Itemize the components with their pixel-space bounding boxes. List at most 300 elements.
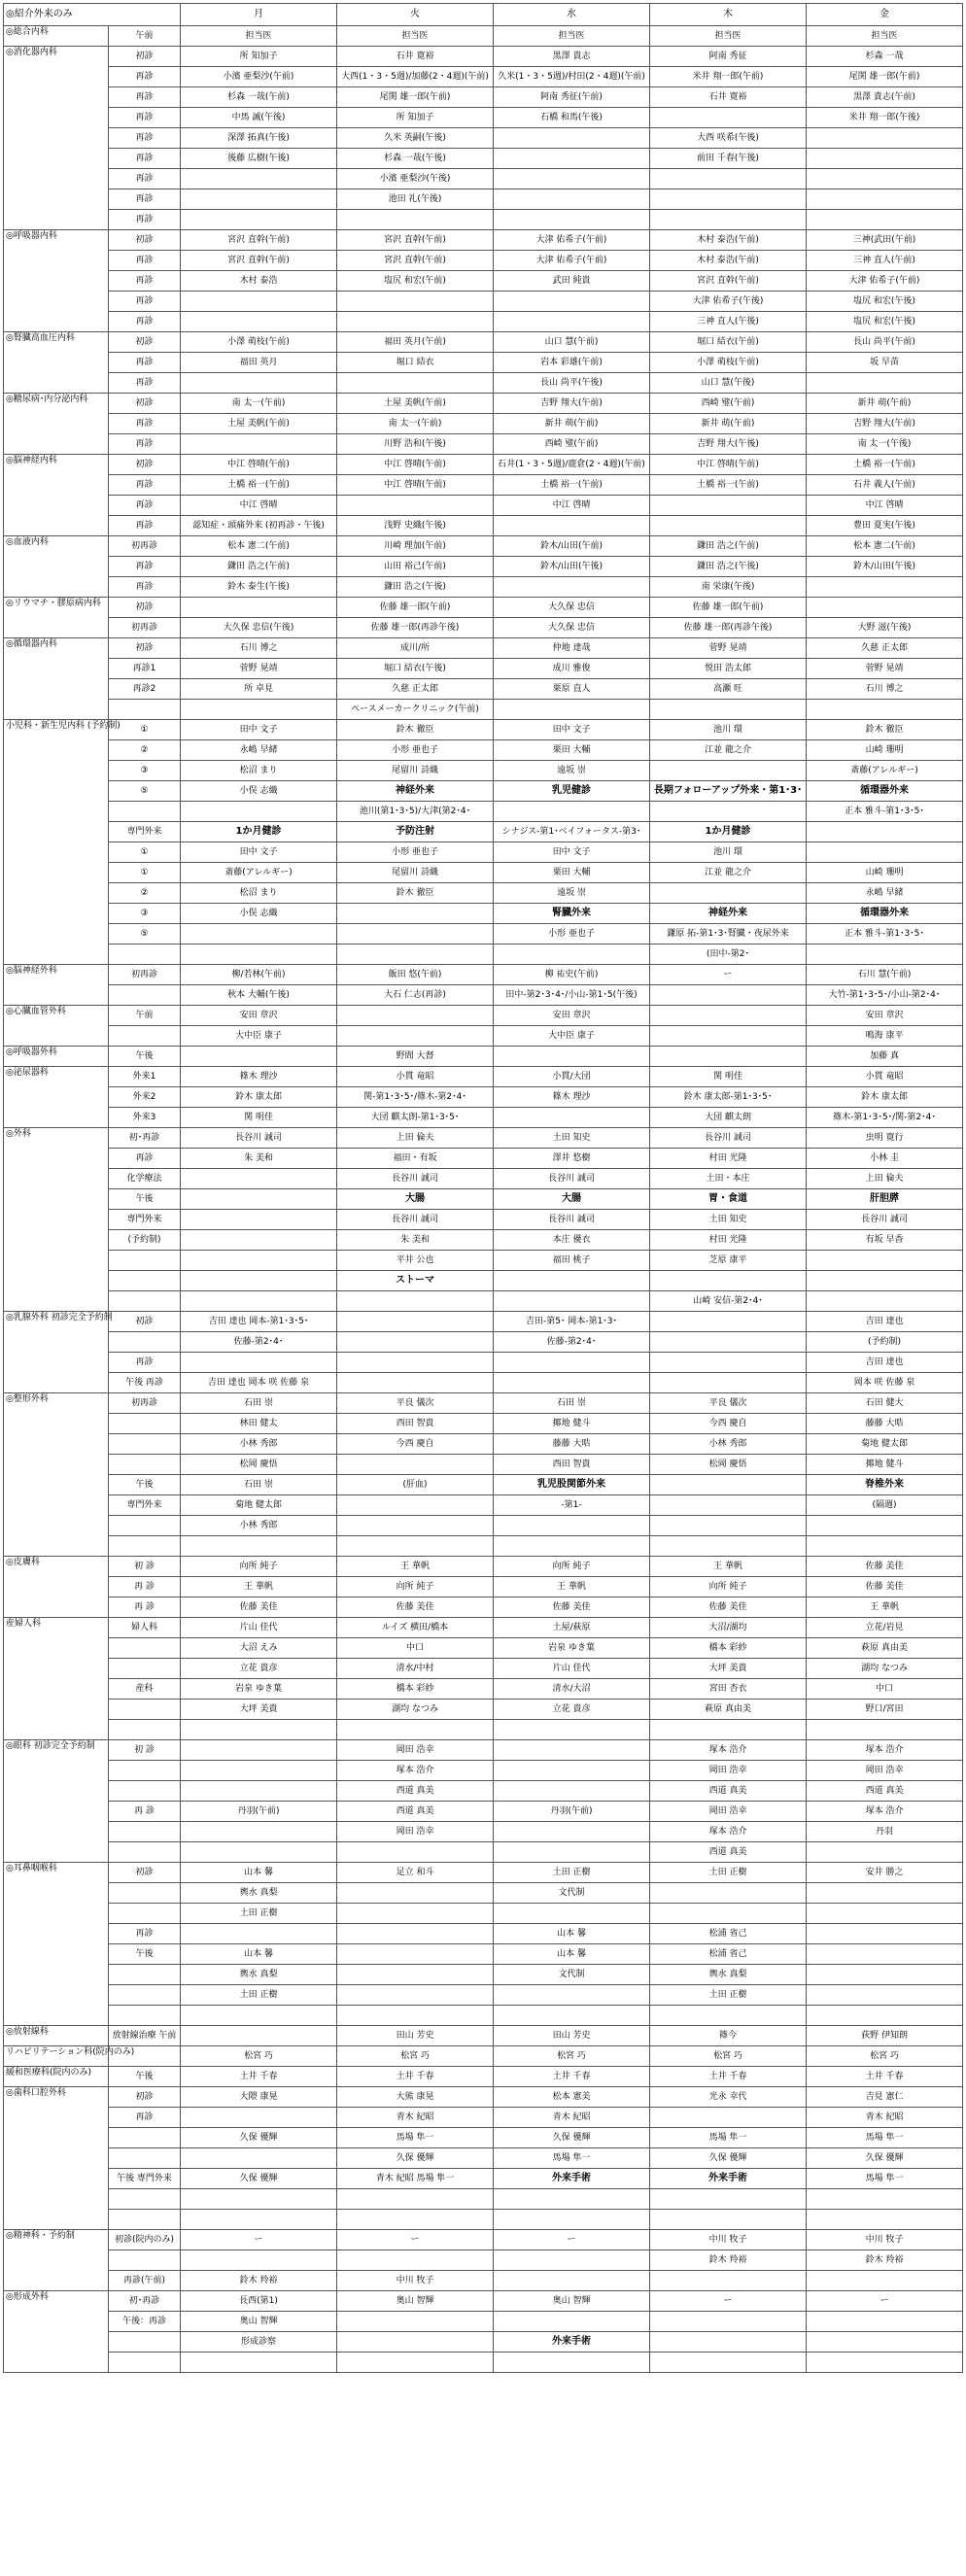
table-row <box>4 863 963 883</box>
doctor-cell <box>337 1842 494 1863</box>
session-cell: 初 診 <box>109 1557 181 1577</box>
doctor-cell: 小林 秀郎 <box>181 1516 337 1536</box>
table-row <box>4 47 963 67</box>
doctor-cell <box>650 2189 807 2210</box>
table-row <box>4 2087 963 2108</box>
doctor-cell <box>181 1169 337 1189</box>
doctor-cell: 石田 健大 <box>807 1393 963 1414</box>
session-cell: 午後 <box>109 2067 181 2087</box>
table-row <box>4 414 963 434</box>
doctor-cell: 今西 慶自 <box>337 1434 494 1455</box>
doctor-cell: (肝血) <box>337 1475 494 1495</box>
table-row <box>4 1495 963 1516</box>
doctor-cell <box>494 1047 650 1067</box>
session-cell: 再診 <box>109 67 181 87</box>
doctor-cell: 野口/宮田 <box>807 1700 963 1720</box>
doctor-cell <box>337 2006 494 2026</box>
doctor-cell: 秋本 大輔(午後) <box>181 985 337 1006</box>
doctor-cell: 担当医 <box>494 26 650 47</box>
doctor-cell: 外来手術 <box>494 2332 650 2353</box>
table-row <box>4 26 963 47</box>
doctor-cell: 柳 祐史(午前) <box>494 965 650 985</box>
doctor-cell: 塩尻 和宏(午後) <box>807 292 963 312</box>
doctor-cell <box>181 1047 337 1067</box>
doctor-cell <box>337 1026 494 1047</box>
session-cell: 放射線治療 午前 <box>109 2026 181 2046</box>
table-row <box>4 1291 963 1312</box>
doctor-cell: 鈴木 羚裕 <box>181 2271 337 2291</box>
doctor-cell: 長山 尚平(午後) <box>494 373 650 394</box>
department-cell: ◎外科 <box>4 1128 109 1312</box>
doctor-cell: 奥山 智輝 <box>181 2312 337 2332</box>
session-cell: 再診 <box>109 353 181 373</box>
doctor-cell: 中馬 誠(午後) <box>181 108 337 128</box>
session-cell: 外来2 <box>109 1087 181 1108</box>
table-row <box>4 638 963 659</box>
table-row <box>4 1924 963 1944</box>
doctor-cell: 久保 優輝 <box>807 2148 963 2169</box>
doctor-cell: 三神 直人(午後) <box>650 312 807 332</box>
doctor-cell: 小俣 志織 <box>181 781 337 802</box>
doctor-cell: 西道 真美 <box>650 1842 807 1863</box>
table-row <box>4 924 963 945</box>
doctor-cell: 上田 倫夫 <box>337 1128 494 1149</box>
table-row <box>4 1251 963 1271</box>
doctor-cell <box>494 169 650 189</box>
doctor-cell: 新井 萌(午前) <box>650 414 807 434</box>
doctor-cell: 江並 龍之介 <box>650 740 807 761</box>
session-cell <box>109 1414 181 1434</box>
doctor-cell: 山田 裕己(午前) <box>337 557 494 577</box>
table-row <box>4 292 963 312</box>
doctor-cell: 外来手術 <box>650 2169 807 2189</box>
doctor-cell: 土井 千春 <box>181 2067 337 2087</box>
doctor-cell: 馬場 隼一 <box>807 2128 963 2148</box>
doctor-cell <box>807 2006 963 2026</box>
doctor-cell: 大竹-第1･3･5･/小山-第2･4･ <box>807 985 963 1006</box>
doctor-cell: 池川 環 <box>650 720 807 740</box>
doctor-cell <box>181 1720 337 1740</box>
table-row <box>4 1169 963 1189</box>
doctor-cell: 西道 真美 <box>337 1781 494 1802</box>
doctor-cell <box>181 1842 337 1863</box>
doctor-cell: 湖均 なつみ <box>807 1659 963 1679</box>
department-cell: ◎血液内科 <box>4 536 109 598</box>
session-cell: 再診 <box>109 271 181 292</box>
doctor-cell: 担当医 <box>807 26 963 47</box>
doctor-cell: 今西 慶自 <box>650 1414 807 1434</box>
doctor-cell: 岡田 浩幸 <box>337 1822 494 1842</box>
doctor-cell: 中江 啓晴 <box>181 496 337 516</box>
table-row <box>4 1128 963 1149</box>
doctor-cell: 堀口 結衣(午前) <box>650 332 807 353</box>
table-row <box>4 1700 963 1720</box>
doctor-cell: 尾留川 詩織 <box>337 761 494 781</box>
doctor-cell: 芝原 康平 <box>650 1251 807 1271</box>
table-row <box>4 1149 963 1169</box>
table-row <box>4 598 963 618</box>
doctor-cell: 堀口 結衣 <box>337 353 494 373</box>
doctor-cell: 佐藤 美佳 <box>650 1597 807 1618</box>
table-row <box>4 945 963 965</box>
department-cell: 小児科・新生児内科 (予約制) <box>4 720 109 965</box>
session-cell: 午前 <box>109 1006 181 1026</box>
doctor-cell: 小形 亜也子 <box>494 924 650 945</box>
doctor-cell <box>494 1761 650 1781</box>
department-cell: ◎整形外科 <box>4 1393 109 1557</box>
doctor-cell <box>494 1291 650 1312</box>
doctor-cell: 所 知加子 <box>337 108 494 128</box>
doctor-cell <box>807 1944 963 1965</box>
doctor-cell: 土屋 美帆(午前) <box>337 394 494 414</box>
doctor-cell <box>181 312 337 332</box>
header-row <box>4 4 963 26</box>
day-header-wed: 水 <box>494 4 650 26</box>
doctor-cell: 福田 桃子 <box>494 1251 650 1271</box>
doctor-cell: 揶地 健斗 <box>494 1414 650 1434</box>
doctor-cell: 久慈 正太郎 <box>337 679 494 700</box>
doctor-cell: 土井 千春 <box>650 2067 807 2087</box>
doctor-cell <box>494 1985 650 2006</box>
doctor-cell: 外来手術 <box>494 2169 650 2189</box>
doctor-cell <box>807 2271 963 2291</box>
doctor-cell: 松宮 巧 <box>337 2046 494 2067</box>
doctor-cell <box>494 1720 650 1740</box>
doctor-cell: 1か月健診 <box>650 822 807 842</box>
doctor-cell <box>650 2006 807 2026</box>
day-header-thu: 木 <box>650 4 807 26</box>
doctor-cell: 長谷川 誠司 <box>337 1210 494 1230</box>
doctor-cell: 長谷川 誠司 <box>494 1169 650 1189</box>
doctor-cell: 中川 牧子 <box>650 2230 807 2250</box>
doctor-cell <box>181 1536 337 1557</box>
doctor-cell: 長谷川 誠司 <box>807 1210 963 1230</box>
doctor-cell: 王 華帆 <box>181 1577 337 1597</box>
session-cell <box>109 1985 181 2006</box>
doctor-cell: (田中-第2･ <box>650 945 807 965</box>
table-row <box>4 842 963 863</box>
doctor-cell <box>807 128 963 149</box>
table-row <box>4 2128 963 2148</box>
doctor-cell: 山本 馨 <box>494 1944 650 1965</box>
table-row <box>4 761 963 781</box>
table-row <box>4 822 963 842</box>
session-cell: 再診 <box>109 128 181 149</box>
session-cell <box>109 1842 181 1863</box>
doctor-cell: 西崎 璧(午前) <box>494 434 650 455</box>
session-cell: 専門外来 <box>109 822 181 842</box>
department-cell: ◎皮膚科 <box>4 1557 109 1618</box>
doctor-cell <box>807 1965 963 1985</box>
doctor-cell: 松本 憲二(午前) <box>807 536 963 557</box>
doctor-cell <box>337 1924 494 1944</box>
doctor-cell <box>337 1965 494 1985</box>
doctor-cell: 土屋/萩原 <box>494 1618 650 1638</box>
doctor-cell <box>181 700 337 720</box>
department-cell: ◎乳腺外科 初診完全予約制 <box>4 1312 109 1393</box>
doctor-cell: 平井 公也 <box>337 1251 494 1271</box>
doctor-cell: 安田 章沢 <box>807 1006 963 1026</box>
doctor-cell: 土田 正樹 <box>650 1985 807 2006</box>
session-cell: 専門外来 <box>109 1495 181 1516</box>
doctor-cell: 藤藤 大晧 <box>807 1414 963 1434</box>
doctor-cell <box>650 1271 807 1291</box>
doctor-cell <box>337 2353 494 2373</box>
doctor-cell: 形成診察 <box>181 2332 337 2353</box>
doctor-cell: 佐藤 雄一郎(再診午後) <box>337 618 494 638</box>
doctor-cell <box>650 210 807 230</box>
doctor-cell: 安井 勝之 <box>807 1863 963 1883</box>
session-cell: 再診 <box>109 87 181 108</box>
doctor-cell <box>181 1210 337 1230</box>
doctor-cell <box>494 1353 650 1373</box>
doctor-cell <box>337 1373 494 1393</box>
doctor-cell: 塩尻 和宏(午後) <box>807 312 963 332</box>
doctor-cell: 大坪 美貴 <box>650 1659 807 1679</box>
doctor-cell <box>650 1006 807 1026</box>
doctor-cell: 岡田 浩幸 <box>650 1761 807 1781</box>
doctor-cell: 輿水 真梨 <box>650 1965 807 1985</box>
doctor-cell: 小澤 萌枝(午前) <box>181 332 337 353</box>
doctor-cell: 米井 翔一郎(午前) <box>650 67 807 87</box>
table-row <box>4 271 963 292</box>
doctor-cell <box>650 883 807 904</box>
doctor-cell: 久米 英嗣(午後) <box>337 128 494 149</box>
doctor-cell <box>494 1822 650 1842</box>
doctor-cell <box>807 2189 963 2210</box>
session-cell: 再 診 <box>109 1597 181 1618</box>
doctor-cell <box>181 2353 337 2373</box>
doctor-cell: 菊地 健太郎 <box>807 1434 963 1455</box>
doctor-cell: 中江 啓晴(午前) <box>181 455 337 475</box>
doctor-cell <box>807 700 963 720</box>
doctor-cell: 西道 真美 <box>650 1781 807 1802</box>
doctor-cell <box>337 924 494 945</box>
table-row <box>4 802 963 822</box>
table-row <box>4 1679 963 1700</box>
doctor-cell: 川野 浩和(午後) <box>337 434 494 455</box>
doctor-cell: 鈴木 泰生(午後) <box>181 577 337 598</box>
doctor-cell: 小林 秀郎 <box>181 1434 337 1455</box>
doctor-cell: 黒澤 貴志 <box>494 47 650 67</box>
session-cell: 午後 <box>109 1047 181 1067</box>
session-cell: 再診 <box>109 149 181 169</box>
doctor-cell: 岡田 浩幸 <box>807 1761 963 1781</box>
doctor-cell <box>337 373 494 394</box>
doctor-cell: 石井 寛裕 <box>650 87 807 108</box>
doctor-cell <box>650 2312 807 2332</box>
session-cell: 再診 <box>109 169 181 189</box>
doctor-cell: 鎌原 拓-第1･3･腎臓・夜尿外来 <box>650 924 807 945</box>
session-cell: 再診 <box>109 189 181 210</box>
doctor-cell: 奥山 智輝 <box>494 2291 650 2312</box>
session-cell <box>109 2332 181 2353</box>
doctor-cell: 文代制 <box>494 1883 650 1904</box>
doctor-cell: 正本 雅斗-第1･3･5･ <box>807 802 963 822</box>
doctor-cell: 尾留川 詩織 <box>337 863 494 883</box>
doctor-cell: 大津 佑希子(午前) <box>807 271 963 292</box>
doctor-cell: 小濱 亜梨沙(午前) <box>181 67 337 87</box>
session-cell: 化学療法 <box>109 1169 181 1189</box>
doctor-cell: ー <box>494 2230 650 2250</box>
doctor-cell: 鈴木 羚裕 <box>807 2250 963 2271</box>
session-cell: 初診 <box>109 2087 181 2108</box>
session-cell: 午後 再診 <box>109 1373 181 1393</box>
doctor-cell: 小形 亜也子 <box>337 842 494 863</box>
table-row <box>4 353 963 373</box>
doctor-cell: 青木 紀昭 <box>807 2108 963 2128</box>
doctor-cell: 肝胆膵 <box>807 1189 963 1210</box>
doctor-cell: 大西(1・3・5週)/加藤(2・4週)(午前) <box>337 67 494 87</box>
session-cell <box>109 1332 181 1353</box>
doctor-cell: ペースメーカークリニック(午前) <box>337 700 494 720</box>
doctor-cell: 新井 萌(午前) <box>494 414 650 434</box>
table-row <box>4 2271 963 2291</box>
doctor-cell <box>181 1740 337 1761</box>
doctor-cell: 池田 礼(午後) <box>337 189 494 210</box>
doctor-cell: -第1- <box>494 1495 650 1516</box>
doctor-cell <box>181 1251 337 1271</box>
doctor-cell: 成川/所 <box>337 638 494 659</box>
doctor-cell <box>650 1373 807 1393</box>
doctor-cell: 宮沢 直幹(午前) <box>337 251 494 271</box>
doctor-cell: 長谷川 誠司 <box>494 1210 650 1230</box>
table-row <box>4 965 963 985</box>
doctor-cell: 大津 佑希子(午前) <box>494 251 650 271</box>
doctor-cell: 予防注射 <box>337 822 494 842</box>
doctor-cell <box>181 2148 337 2169</box>
doctor-cell: 村田 光隆 <box>650 1230 807 1251</box>
doctor-cell: 王 華帆 <box>337 1557 494 1577</box>
doctor-cell: 大団 麒太朗-第1･3･5･ <box>337 1108 494 1128</box>
table-row <box>4 251 963 271</box>
doctor-cell: 中口 <box>807 1679 963 1700</box>
doctor-cell <box>650 700 807 720</box>
doctor-cell <box>807 1883 963 1904</box>
doctor-cell: 松宮 巧 <box>181 2046 337 2067</box>
table-row <box>4 1271 963 1291</box>
doctor-cell: 萩原 真由美 <box>650 1700 807 1720</box>
session-cell <box>109 1536 181 1557</box>
doctor-cell: 橋本 彩紗 <box>337 1679 494 1700</box>
doctor-cell: 篠木 理沙 <box>494 1087 650 1108</box>
doctor-cell: 池川(第1･3･5)/大津(第2･4･ <box>337 802 494 822</box>
doctor-cell <box>807 577 963 598</box>
doctor-cell <box>337 2332 494 2353</box>
doctor-cell: 塚本 浩介 <box>807 1802 963 1822</box>
session-cell: 午後 <box>109 1944 181 1965</box>
doctor-cell: 吉野 翔大(午前) <box>494 394 650 414</box>
table-row <box>4 2291 963 2312</box>
doctor-cell: 鈴木 徹臣 <box>337 883 494 904</box>
session-cell: 午後 <box>109 1189 181 1210</box>
doctor-cell: 村田 光隆 <box>650 1149 807 1169</box>
table-row <box>4 1944 963 1965</box>
doctor-cell <box>181 2250 337 2271</box>
session-cell: 午後 <box>109 1475 181 1495</box>
doctor-cell: 久米(1・3・5週)/村田(2・4週)(午前) <box>494 67 650 87</box>
table-row <box>4 1434 963 1455</box>
doctor-cell: 鎌田 浩之(午後) <box>337 577 494 598</box>
doctor-cell: 久保 優輝 <box>650 2148 807 2169</box>
doctor-cell: 三神(武田(午前) <box>807 230 963 251</box>
doctor-cell: 南 太一(午前) <box>181 394 337 414</box>
doctor-cell <box>494 292 650 312</box>
doctor-cell: 仲地 達哉 <box>494 638 650 659</box>
doctor-cell <box>337 2312 494 2332</box>
doctor-cell: 岩泉 ゆき葉 <box>494 1638 650 1659</box>
session-cell <box>109 1761 181 1781</box>
doctor-cell: 吉田 達也 岡本-第1･3･5･ <box>181 1312 337 1332</box>
doctor-cell: 朱 美和 <box>337 1230 494 1251</box>
doctor-cell <box>181 598 337 618</box>
doctor-cell: 阿南 秀征(午前) <box>494 87 650 108</box>
doctor-cell: 尾関 雄一郎(午前) <box>337 87 494 108</box>
session-cell: 再診 <box>109 251 181 271</box>
session-cell <box>109 1455 181 1475</box>
doctor-cell: 宮田 杏衣 <box>650 1679 807 1700</box>
doctor-cell: 小濱 亜梨沙(午後) <box>337 169 494 189</box>
doctor-cell: (予約制) <box>807 1332 963 1353</box>
doctor-cell <box>494 1781 650 1802</box>
session-cell <box>109 2250 181 2271</box>
doctor-cell <box>650 1312 807 1332</box>
doctor-cell: 循環器外来 <box>807 781 963 802</box>
session-cell: 再 診 <box>109 1577 181 1597</box>
table-row <box>4 1618 963 1638</box>
doctor-cell: 担当医 <box>650 26 807 47</box>
department-cell: ◎心臓血管外科 <box>4 1006 109 1047</box>
doctor-cell <box>181 210 337 230</box>
session-cell: (予約制) <box>109 1230 181 1251</box>
doctor-cell: 南 太一(午前) <box>337 414 494 434</box>
table-row <box>4 1597 963 1618</box>
table-row <box>4 1740 963 1761</box>
doctor-cell: 加藤 真 <box>807 1047 963 1067</box>
outpatient-schedule-table <box>3 3 963 2373</box>
session-cell: 初診(院内のみ) <box>109 2230 181 2250</box>
doctor-cell <box>650 516 807 536</box>
doctor-cell: 胃・食道 <box>650 1189 807 1210</box>
session-cell <box>109 1965 181 1985</box>
session-cell: ③ <box>109 761 181 781</box>
doctor-cell <box>807 1516 963 1536</box>
doctor-cell: 黒澤 貴志(午前) <box>807 87 963 108</box>
department-cell: ◎循環器内科 <box>4 638 109 720</box>
doctor-cell: 馬場 隼一 <box>650 2128 807 2148</box>
doctor-cell <box>807 1985 963 2006</box>
table-row <box>4 67 963 87</box>
doctor-cell: 上田 倫夫 <box>807 1169 963 1189</box>
doctor-cell: 松岡 慶悟 <box>650 1455 807 1475</box>
doctor-cell: 中江 啓晴 <box>807 496 963 516</box>
doctor-cell: 石田 崇 <box>181 1393 337 1414</box>
doctor-cell: 中江 啓晴(午前) <box>337 475 494 496</box>
doctor-cell: 松宮 巧 <box>494 2046 650 2067</box>
doctor-cell: 文代制 <box>494 1965 650 1985</box>
doctor-cell <box>807 1291 963 1312</box>
doctor-cell: 川崎 理加(午前) <box>337 536 494 557</box>
doctor-cell <box>181 1271 337 1291</box>
doctor-cell: ー <box>650 2291 807 2312</box>
doctor-cell: 向所 純子 <box>337 1577 494 1597</box>
table-row <box>4 1006 963 1026</box>
doctor-cell: 佐藤 美佳 <box>337 1597 494 1618</box>
doctor-cell <box>181 2006 337 2026</box>
doctor-cell: 神経外来 <box>650 904 807 924</box>
doctor-cell: 鈴木/山田(午後) <box>807 557 963 577</box>
department-cell: ◎脳神経内科 <box>4 455 109 536</box>
